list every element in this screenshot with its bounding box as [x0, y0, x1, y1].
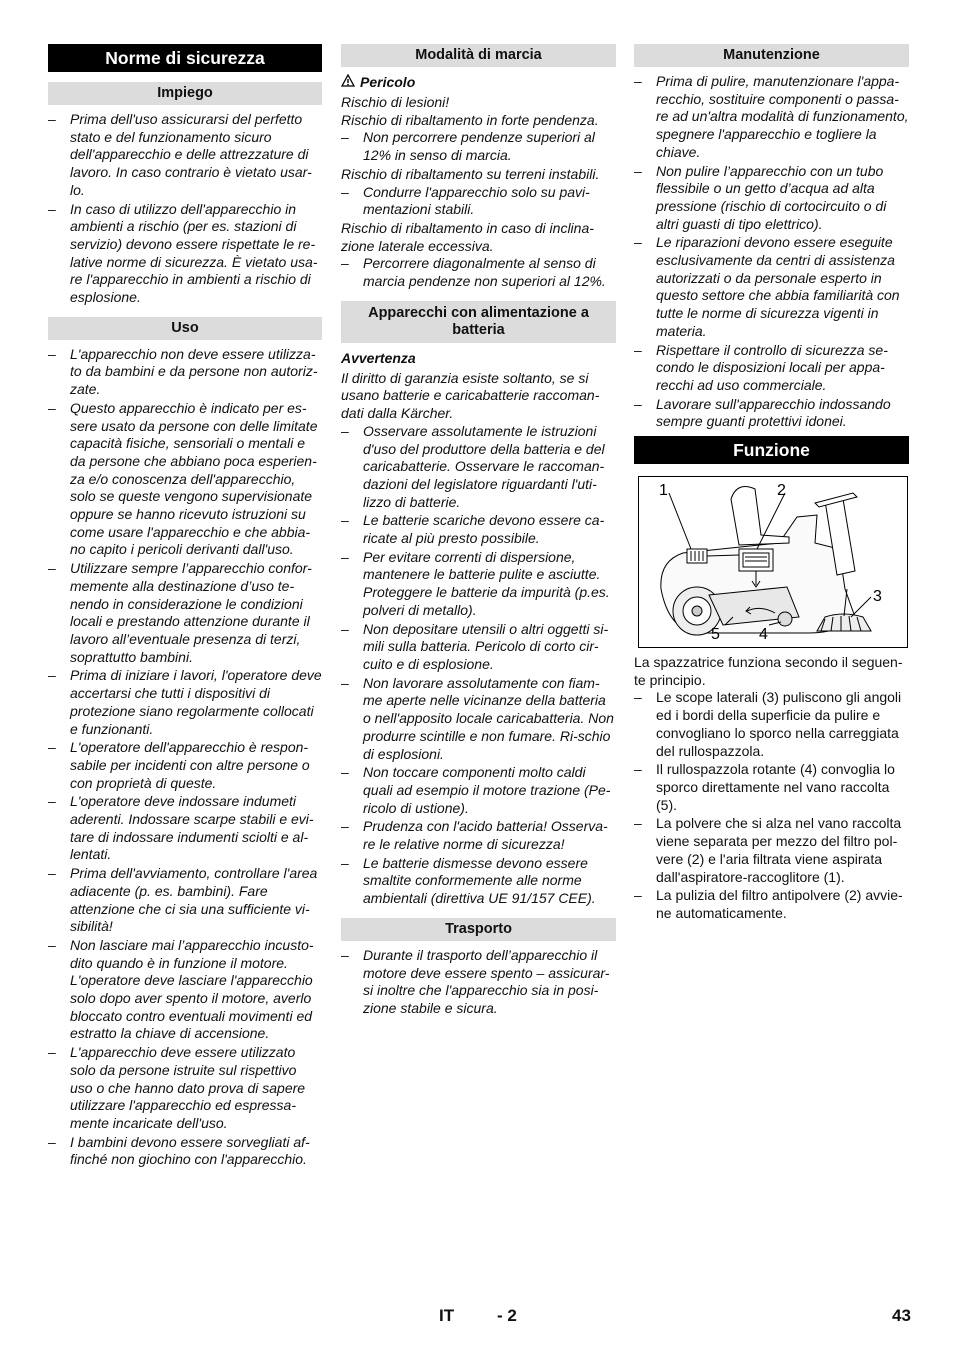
footer-page-number: 43: [892, 1306, 911, 1325]
uso-list: [48, 346, 322, 1169]
column-middle: [341, 44, 616, 1019]
footer-subpage: - 2: [497, 1306, 517, 1325]
uso-item: – L'apparecchio non deve essere utilizza-to da bambini e da persone non autoriz-zate.: [48, 346, 322, 399]
heading-impiego: Impiego: [48, 82, 322, 105]
trasporto-list: [341, 947, 616, 1018]
uso-item: – Utilizzare sempre l’apparecchio confor-memente alla destinazione d’uso te-nendo in considerazione le condizioni locali e prestando attenzione durante il lavoro all’eventuale presenza di terzi, soprattutto bambini.: [48, 560, 322, 666]
uso-item: – L'operatore dell'apparecchio è respon-sabile per incidenti con altre persone o con proprietà di queste.: [48, 739, 322, 792]
marcia-line-3: Rischio di ribaltamento su terreni instabili.: [341, 165, 600, 182]
section-title-funzione: Funzione: [634, 436, 909, 464]
manutenzione-item: – Prima di pulire, manutenzionare l'appa-recchio, sostituire componenti o passa-re ad un'altra modalità di funzionamento, spegnere l'apparecchio e togliere la chiave.: [634, 73, 909, 162]
marcia-item-3: – Percorrere diagonalmente al senso di marcia pendenze non superiori al 12%.: [341, 255, 616, 290]
warning-label: Avvertenza: [341, 349, 416, 366]
batteria-item: – Non depositare utensili o altri oggetti si-mili sulla batteria. Pericolo di corto cir-cuito e di esplosione.: [341, 621, 616, 674]
heading-batteria: Apparecchi con alimentazione a batteria: [341, 301, 616, 343]
manutenzione-item: – Le riparazioni devono essere eseguite esclusivamente da centri di assistenza autorizzati o da personale esperto in questo settore che abbia familiarità con tutte le norme di sicurezza vigenti in materia.: [634, 234, 909, 340]
heading-uso: Uso: [48, 317, 322, 340]
funzione-item: – Il rullospazzola rotante (4) convoglia lo sporco direttamente nel vano raccolta (5).: [634, 761, 909, 814]
funzione-item: – La pulizia del filtro antipolvere (2) avvie-ne automaticamente.: [634, 887, 909, 922]
heading-marcia: Modalità di marcia: [341, 44, 616, 67]
trasporto-item: – Durante il trasporto dell’apparecchio il motore deve essere spento – assicurar-si inoltre che l'apparecchio sia in posi-zione stabile e sicura.: [341, 947, 616, 1018]
funzione-item: – Le scope laterali (3) puliscono gli angoli ed i bordi della superficie da pulire e convogliano lo sporco nella carreggiata del rullospazzola.: [634, 689, 909, 760]
marcia-item-1: – Non percorrere pendenze superiori al 12% in senso di marcia.: [341, 129, 616, 164]
uso-item: – L'operatore deve indossare indumeti aderenti. Indossare scarpe stabili e evi-tare di indossare indumenti sciolti e al-lentati.: [48, 793, 322, 864]
figure-label-4: 4: [759, 626, 768, 644]
marcia-line-1: Rischio di lesioni!: [341, 94, 450, 110]
warning-triangle-icon: [341, 73, 355, 91]
batteria-item: – Non lavorare assolutamente con fiam-me aperte nelle vicinanze della batteria o nell'apposito locale caricabatteria. Non produrre scintille e non fumare. Ri-schio di esplosioni.: [341, 675, 616, 764]
manutenzione-item: – Lavorare sull'apparecchio indossando sempre guanti protettivi idonei.: [634, 396, 909, 431]
marcia-line-2: Rischio di ribaltamento in forte pendenza.: [341, 111, 599, 128]
column-left: [48, 44, 322, 1170]
figure-label-5: 5: [711, 626, 720, 644]
batteria-item: – Per evitare correnti di dispersione, mantenere le batterie pulite e asciutte. Proteggere le batterie da impurità (p.es. polveri di metallo).: [341, 549, 616, 620]
heading-manutenzione: Manutenzione: [634, 44, 909, 67]
marcia-item-2: – Condurre l'apparecchio solo su pavi-mentazioni stabili.: [341, 184, 616, 219]
uso-item: – Prima di iniziare i lavori, l'operatore deve accertarsi che tutti i dispositivi di protezione siano regolarmente collocati e funzionanti.: [48, 667, 322, 738]
sweeper-diagram: [638, 476, 908, 648]
figure-label-3: 3: [873, 588, 882, 606]
manutenzione-item: – Non pulire l’apparecchio con un tubo flessibile o un getto d’acqua ad alta pressione (rischio di cortocircuito o di altri guasti di tipo elettrico).: [634, 163, 909, 234]
footer-language: IT: [439, 1306, 455, 1325]
marcia-line-4: Rischio di ribaltamento in caso di inclina-zione laterale eccessiva.: [341, 219, 594, 254]
impiego-list: [48, 111, 322, 307]
impiego-item: – In caso di utilizzo dell'apparecchio in ambienti a rischio (per es. stazioni di servizio) devono essere rispettate le re-lative norme di sicurezza. È vietato usa-re l'apparecchio in ambienti a rischio di esplosione.: [48, 201, 322, 307]
figure-label-1: 1: [659, 482, 668, 500]
impiego-item: – Prima dell'uso assicurarsi del perfetto stato e del funzionamento sicuro dell'apparecchio e delle attrezzature di lavoro. In caso contrario è vietato usar-lo.: [48, 111, 322, 200]
uso-item: – L'apparecchio deve essere utilizzato solo da persone istruite sul rispettivo uso o che hanno dato prova di sapere utilizzare l'apparecchio ed espressa-mente incaricate dell'uso.: [48, 1044, 322, 1133]
batteria-item: – Prudenza con l'acido batteria! Osserva-re le relative norme di sicurezza!: [341, 818, 616, 853]
uso-item: – I bambini devono essere sorvegliati af-finché non giochino con l'apparecchio.: [48, 1134, 322, 1169]
batteria-item: – Le batterie dismesse devono essere smaltite conformemente alle norme ambientali (direttiva UE 91/157 CEE).: [341, 855, 616, 908]
batteria-item: – Osservare assolutamente le istruzioni d'uso del produttore della batteria e del caricabatterie. Osservare le raccoman-dazioni del legislatore riguardanti l'uti-lizzo di batterie.: [341, 423, 616, 512]
batteria-list: [341, 423, 616, 908]
danger-label: [341, 73, 616, 91]
manutenzione-item: – Rispettare il controllo di sicurezza se-condo le disposizioni locali per appa-recchi ad uso commerciale.: [634, 342, 909, 395]
batteria-item: – Non toccare componenti molto caldi quali ad esempio il motore trazione (Pe-ricolo di ustione).: [341, 764, 616, 817]
column-right: [634, 44, 909, 924]
manutenzione-list: [634, 73, 909, 431]
funzione-intro: La spazzatrice funziona secondo il seguen-te principio.: [634, 654, 903, 688]
batteria-intro: Il diritto di garanzia esiste soltanto, se si usano batterie e caricabatterie raccoman-dati dalla Kärcher.: [341, 369, 600, 422]
uso-item: – Prima dell'avviamento, controllare l'area adiacente (p. es. bambini). Fare attenzione che ci sia una sufficiente vi-sibilità!: [48, 865, 322, 936]
uso-item: – Non lasciare mai l’apparecchio incusto-dito quando è in funzione il motore. L'operatore deve lasciare l'apparecchio solo dopo aver spento il motore, averlo bloccato contro eventuali movimenti ed estratto la chiave di accensione.: [48, 937, 322, 1043]
uso-item: – Questo apparecchio è indicato per es-sere usato da persone con delle limitate capacità fisiche, sensoriali o mentali e da persone che abbiano poca esperien-za e/o conoscenza dell'apparecchio, solo se queste vengono supervisionate oppure se hanno ricevuto istruzioni su come usare l'apparecchio e che abbia-no capito i pericoli derivanti dall'uso.: [48, 400, 322, 559]
funzione-item: – La polvere che si alza nel vano raccolta viene separata per mezzo del filtro pol-vere (2) e l'aria filtrata viene aspirata dall'aspiratore-raccoglitore (1).: [634, 815, 909, 886]
heading-trasporto: Trasporto: [341, 918, 616, 941]
batteria-item: – Le batterie scariche devono essere ca-ricate al più presto possibile.: [341, 512, 616, 547]
funzione-list: [634, 689, 909, 922]
sweeper-illustration: [639, 477, 907, 647]
danger-text: Pericolo: [360, 74, 416, 90]
figure-label-2: 2: [777, 482, 786, 500]
section-title-safety: Norme di sicurezza: [48, 44, 322, 72]
